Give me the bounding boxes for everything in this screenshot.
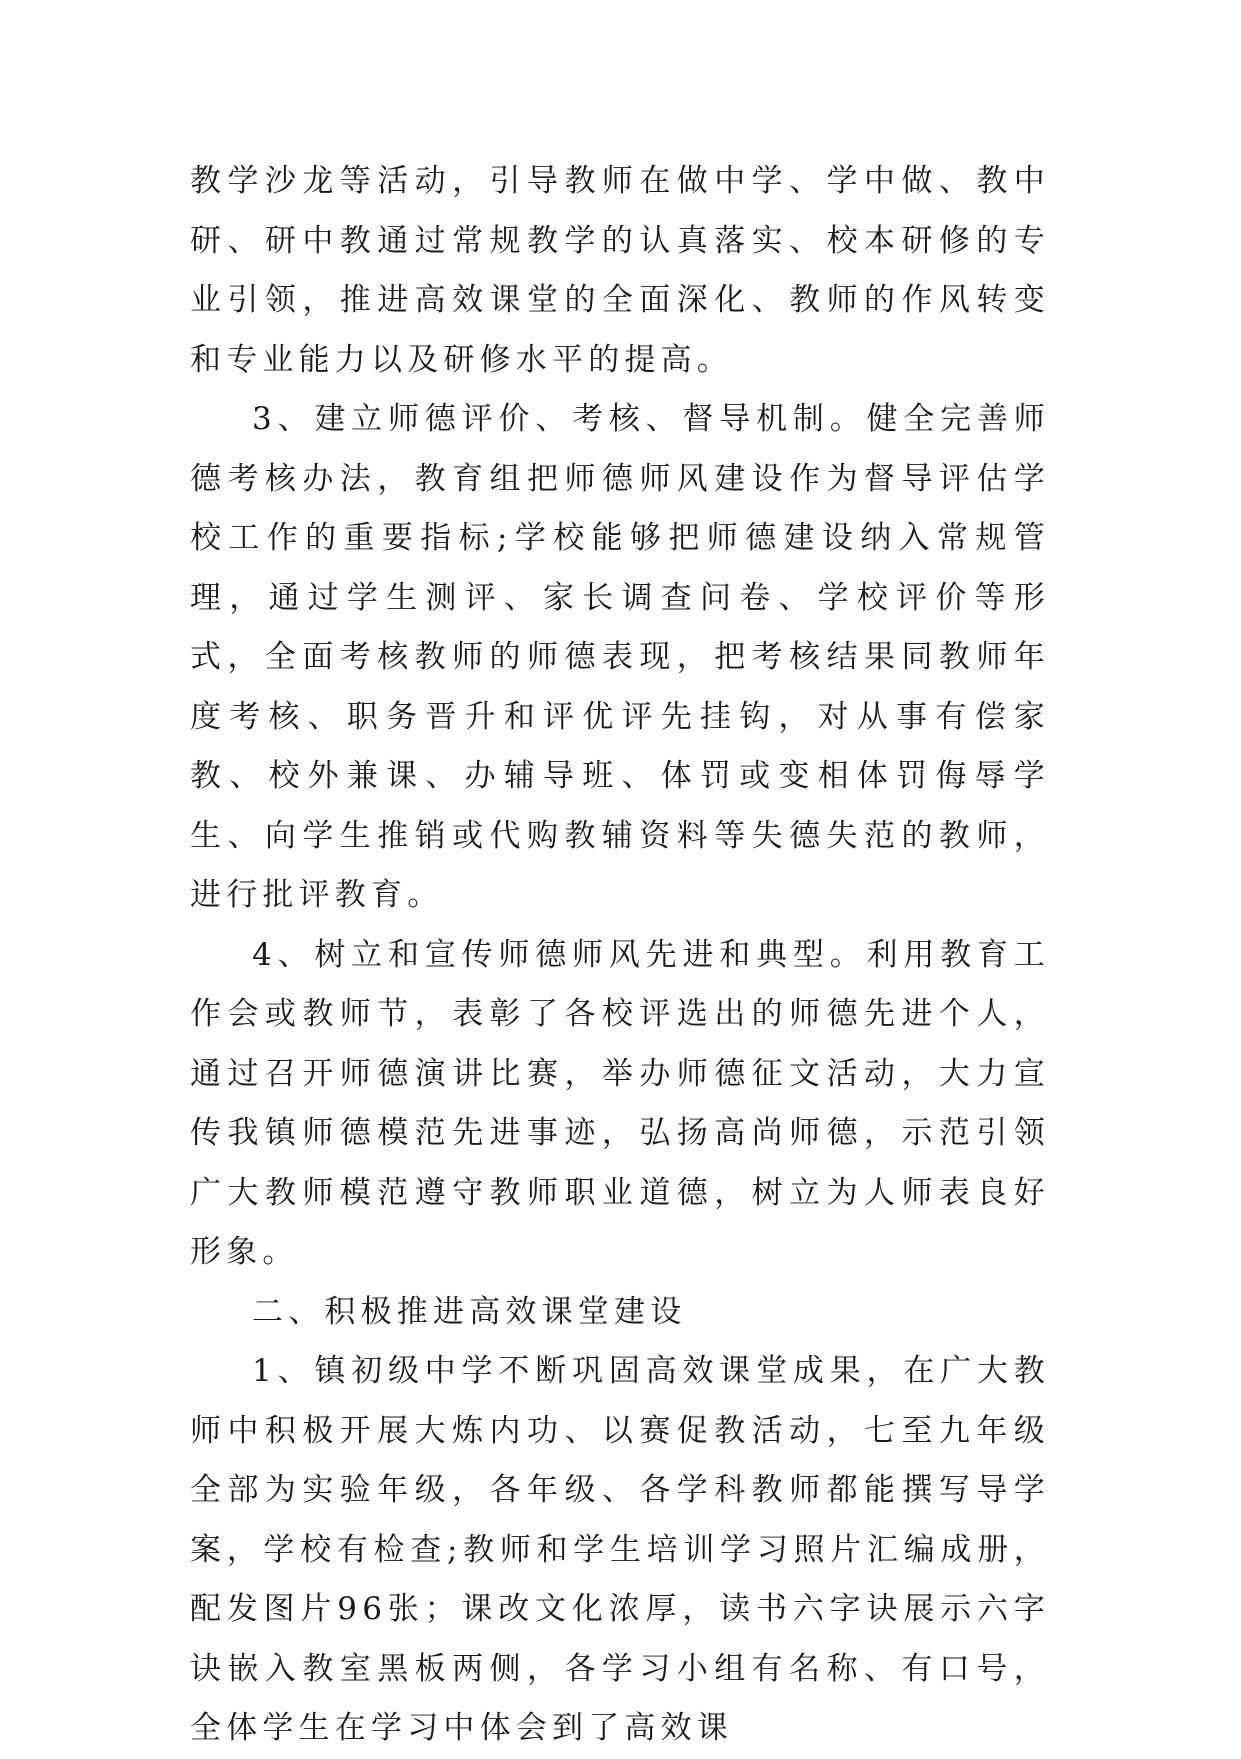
paragraph-continuation: 教学沙龙等活动，引导教师在做中学、学中做、教中研、研中教通过常规教学的认真落实、校本研修的专业引领，推进高效课堂的全面深化、教师的作风转变和专业能力以及研修水平的提高。 — [190, 163, 1050, 378]
paragraph-teacher-ethics-models: 4、树立和宣传师德师风先进和典型。利用教育工作会或教师节，表彰了各校评选出的师德先进个人，通过召开师德演讲比赛，举办师德征文活动，大力宣传我镇师德模范先进事迹，弘扬高尚师德，示范引领广大教师模范遵守教师职业道德，树立为人师表良好形象。 — [190, 936, 1050, 1270]
paragraph-teacher-ethics-evaluation: 3、建立师德评价、考核、督导机制。健全完善师德考核办法，教育组把师德师风建设作为督导评估学校工作的重要指标;学校能够把师德建设纳入常规管理，通过学生测评、家长调查问卷、学校评价等形式，全面考核教师的师德表现，把考核结果同教师年度考核、职务晋升和评优评先挂钩，对从事有偿家教、校外兼课、办辅导班、体罚或变相体罚侮辱学生、向学生推销或代购教辅资料等失德失范的教师，进行批评教育。 — [190, 401, 1050, 913]
paragraph-middle-school-efficient-classroom: 1、镇初级中学不断巩固高效课堂成果，在广大教师中积极开展大炼内功、以赛促教活动，七至九年级全部为实验年级，各年级、各学科教师都能撰写导学案，学校有检查;教师和学生培训学习照片汇编成册，配发图片96张；课改文化浓厚，读书六字诀展示六字诀嵌入教室黑板两侧，各学习小组有名称、有口号，全体学生在学习中体会到了高效课 — [190, 1353, 1050, 1746]
section-heading-efficient-classroom: 二、积极推进高效课堂建设 — [252, 1293, 687, 1330]
document-body — [190, 152, 1050, 1759]
